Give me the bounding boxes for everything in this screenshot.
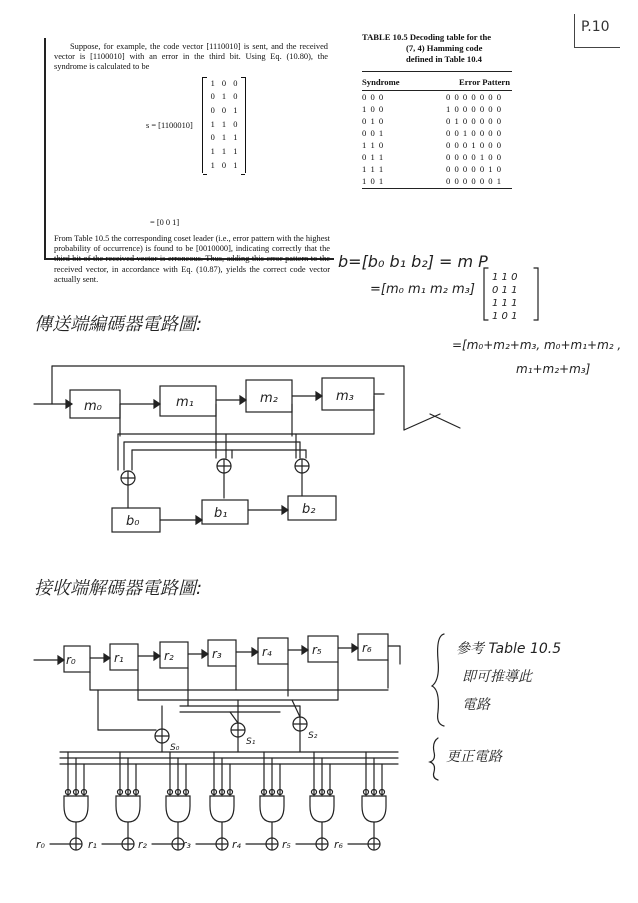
encoder-register-label: m₃ (336, 389, 354, 404)
error-pattern-cell: 0 0 0 0 0 1 0 (446, 164, 502, 174)
syndrome-cell: 0 0 1 (362, 128, 385, 138)
and-gate (152, 752, 190, 850)
matrix-cell: 1 (221, 119, 227, 129)
hand-eq-line2: =[m₀ m₁ m₂ m₃] (370, 282, 475, 297)
pmatrix-row-4: 1 0 1 (492, 311, 518, 322)
matrix-cell: 0 (233, 119, 238, 129)
col-syndrome: Syndrome (362, 77, 400, 87)
decoder-register-label: r₅ (312, 643, 322, 657)
encoder-output-label: b₀ (126, 514, 140, 529)
matrix-cell: 1 (233, 133, 238, 143)
corrected-output-label: r₃ (182, 838, 191, 851)
matrix-cell: 1 (210, 78, 215, 88)
and-gate (102, 752, 140, 850)
corrected-output-label: r₅ (282, 838, 291, 851)
syndrome-cell: 1 1 0 (362, 140, 385, 150)
syndrome-cell: 0 1 1 (362, 152, 385, 162)
matrix-cell: 0 (210, 133, 215, 143)
and-gate (246, 752, 284, 850)
corrected-output-label: r₆ (334, 838, 343, 851)
decoder-title: 接收端解碼器電路圖: (34, 578, 203, 599)
matrix-cell: 1 (233, 147, 238, 157)
error-pattern-cell: 1 0 0 0 0 0 0 (446, 104, 502, 114)
and-gate (196, 752, 234, 850)
and-gate (348, 752, 386, 850)
syndrome-cell: 1 1 1 (362, 164, 385, 174)
syndrome-label: S₁ (246, 737, 256, 747)
corrected-output-label: r₂ (138, 838, 147, 851)
encoder-register-label: m₁ (176, 395, 194, 410)
matrix-cell: 0 (221, 160, 227, 170)
syndrome-label: S₀ (170, 743, 180, 753)
error-pattern-cell: 0 0 1 0 0 0 0 (446, 128, 502, 138)
note-reference-line2: 即可推導此 (462, 669, 532, 685)
pmatrix-row-2: 0 1 1 (492, 285, 518, 296)
syndrome-cell: 0 1 0 (362, 116, 385, 126)
matrix-cell: 0 (210, 105, 215, 115)
decoder-register-label: r₄ (262, 645, 272, 659)
note-reference-line1: 參考 Table 10.5 (456, 641, 562, 657)
syndrome-label: S₂ (308, 731, 318, 741)
hand-eq-line3: =[m₀+m₂+m₃, m₀+m₁+m₂ , (452, 338, 622, 352)
hand-eq-line1: b=[b₀ b₁ b₂] = m P (338, 252, 488, 271)
decoder-register-label: r₃ (212, 647, 222, 661)
encoder-register-label: m₀ (84, 399, 102, 414)
corrected-output-label: r₁ (88, 838, 97, 851)
note-reference-line3: 電路 (462, 697, 490, 713)
page-number: P.10 (574, 14, 620, 48)
matrix-cell: 1 (210, 160, 215, 170)
matrix-cell: 0 (221, 78, 227, 88)
matrix-cell: 0 (210, 92, 215, 102)
pmatrix-row-3: 1 1 1 (492, 298, 518, 309)
matrix-cell: 1 (210, 147, 215, 157)
decoder-register-label: r₁ (114, 651, 124, 665)
decoder-register-label: r₀ (66, 653, 76, 667)
hand-eq-line4: m₁+m₂+m₃] (516, 362, 591, 376)
syndrome-cell: 1 0 0 (362, 104, 385, 114)
matrix-cell: 1 (221, 147, 227, 157)
col-error-pattern: Error Pattern (459, 77, 510, 87)
pmatrix-row-1: 1 1 0 (492, 272, 518, 283)
error-pattern-cell: 0 0 0 1 0 0 0 (446, 140, 502, 150)
error-pattern-cell: 0 0 0 0 0 0 1 (446, 176, 502, 186)
syndrome-cell: 0 0 0 (362, 92, 385, 102)
corrected-output-label: r₀ (36, 838, 45, 851)
matrix-cell: 0 (233, 92, 238, 102)
matrix-cell: 1 (210, 119, 215, 129)
syndrome-result: = [0 0 1] (150, 218, 180, 227)
paragraph-1: Suppose, for example, the code vector [1110010] is sent, and the received vector is [1100010] with an error in the third bit. Using Eq. (10.80), the syndrome is calculated to be (54, 42, 328, 72)
decoder-register-label: r₆ (362, 641, 372, 655)
error-pattern-cell: 0 0 0 0 0 0 0 (446, 92, 502, 102)
encoder-title: 傳送端編碼器電路圖: (34, 314, 203, 335)
syndrome-cell: 1 0 1 (362, 176, 385, 186)
error-pattern-cell: 0 0 0 0 1 0 0 (446, 152, 502, 162)
and-gate (296, 752, 334, 850)
encoder-output-label: b₂ (302, 502, 316, 517)
and-gate (50, 752, 88, 850)
note-correction: 更正電路 (446, 749, 502, 765)
table-caption: TABLE 10.5 Decoding table for the (7, 4) Hamming code defined in Table 10.4 (362, 32, 492, 64)
matrix-cell: 1 (221, 92, 227, 102)
encoder-output-label: b₁ (214, 506, 228, 521)
encoder-register-label: m₂ (260, 391, 278, 406)
error-pattern-cell: 0 1 0 0 0 0 0 (446, 116, 502, 126)
matrix-cell: 1 (221, 133, 227, 143)
matrix-cell: 0 (221, 105, 227, 115)
syndrome-label: s = [1100010] (146, 120, 193, 130)
matrix-cell: 1 (233, 105, 238, 115)
matrix-cell: 1 (233, 160, 238, 170)
corrected-output-label: r₄ (232, 838, 241, 851)
paragraph-2: From Table 10.5 the corresponding coset leader (i.e., error pattern with the highest probability of occurrence) is found to be [0010000], indicating correctly that the third bit of the received vector is erroneous. Thus, adding this error pattern to the received vector, in accordance with Eq. (10.87), yields the correct code vector actually sent. (54, 234, 331, 284)
matrix-cell: 0 (233, 78, 238, 88)
decoder-register-label: r₂ (164, 649, 174, 663)
